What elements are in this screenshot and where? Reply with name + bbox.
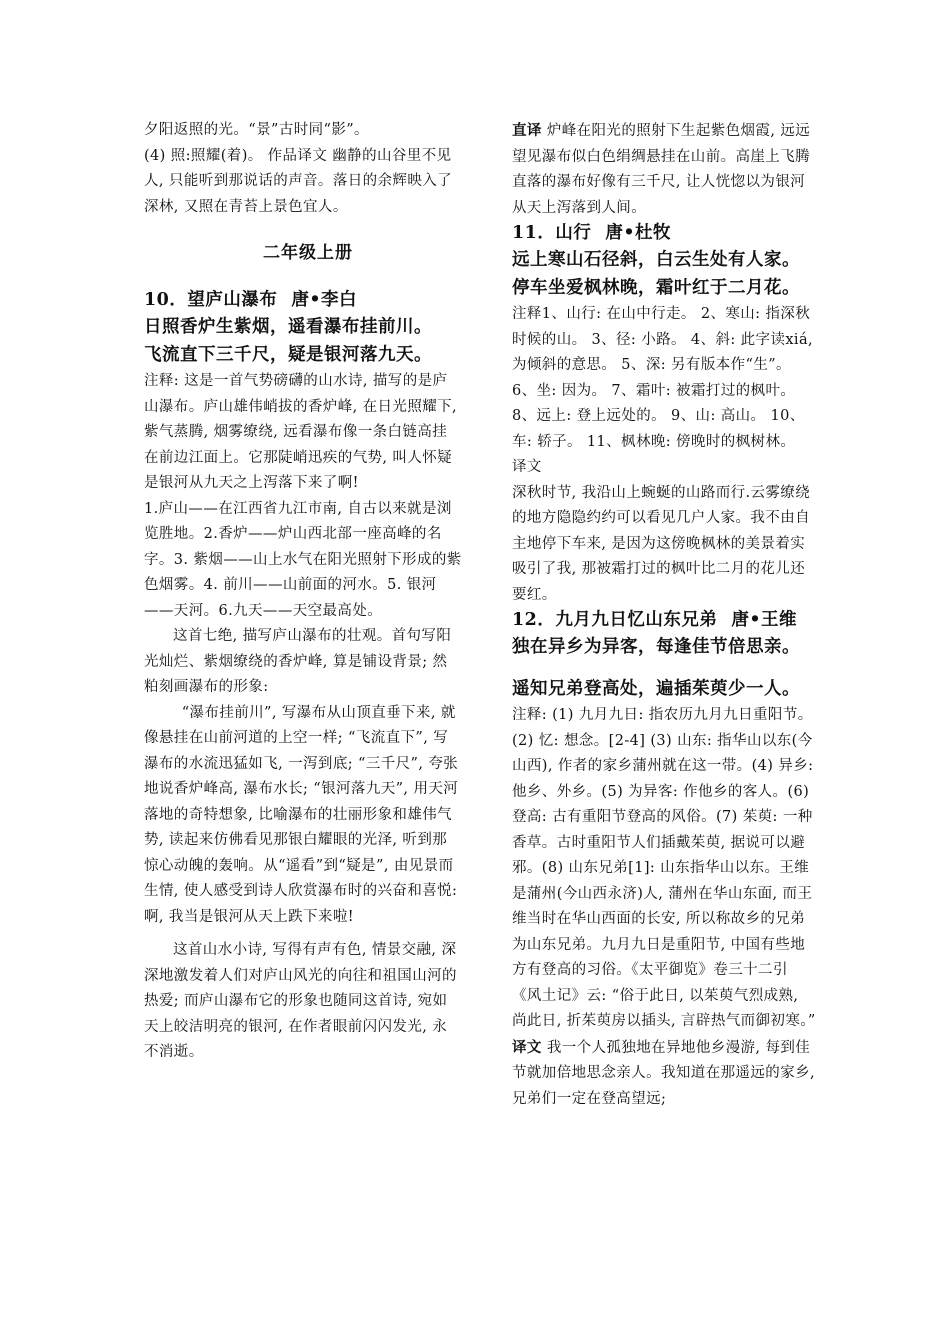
poem-10-title: [144, 288, 462, 313]
poem-12-translation: [512, 1035, 817, 1113]
poem-11-author: 唐•杜牧: [605, 223, 672, 243]
direct-translation-label: 直译: [512, 122, 542, 139]
poem-12-translation-text: 我一个人孤独地在异地他乡漫游, 每到佳节就加倍地思念亲人。我知道在那遥远的家乡, 兄弟们一定在登高望远;: [512, 1039, 816, 1107]
poem-10-line-2: 飞流直下三千尺，疑是银河落九天。: [144, 345, 432, 365]
poem-11-translation: 深秋时节, 我沿山上蜿蜒的山路而行.云雾缭绕的地方隐隐约约可以看见几户人家。我不由自主地停下车来, 是因为这傍晚枫林的美景着实吸引了我, 那被霜打过的枫叶比二月的花儿还要红。: [512, 484, 811, 603]
poem-11-note: 注释1、山行: 在山中行走。 2、寒山: 指深秋时候的山。 3、径: 小路。 4、斜: 此字读xiá, 为倾斜的意思。 5、深: 另有版本作“生”。 6、坐: 因为。 7、霜叶: 被霜打过的枫叶。 8、远上: 登上远处的。 9、山: 高山。 10、车: 轿子。 11、枫林晚: 傍晚时的枫树林。: [512, 306, 814, 450]
poem-10-line-1: 日照香炉生紫烟，遥看瀑布挂前川。: [144, 317, 432, 337]
poem-10-analysis-1: 这首七绝, 描写庐山瀑布的壮观。首句写阳光灿烂、紫烟缭绕的香炉峰, 算是铺设背景; 然粕刻画瀑布的形象:: [144, 628, 452, 695]
poem-11-line-2: 停车坐爱枫林晚，霜叶红于二月花。: [512, 278, 800, 298]
poem-10-note: 注释: 这是一首气势磅礴的山水诗, 描写的是庐山瀑布。庐山雄伟峭拔的香炉峰, 在日光照耀下, 紫气蒸腾, 烟雾缭绕, 远看瀑布像一条白链高挂在前边江面上。它那陡峭迅疾的气势, 叫人怀疑是银河从九天之上泻落下来了啊!: [144, 373, 458, 491]
poem-11-translation-label: 译文: [512, 459, 542, 475]
left-column: [144, 118, 462, 1066]
right-column: [512, 118, 817, 1112]
poem-11-title: [512, 221, 817, 246]
poem-10-glossary: 1.庐山——在江西省九江市南, 自古以来就是浏览胜地。2.香炉——炉山西北部一座高峰的名字。3. 紫烟——山上水气在阳光照射下形成的紫色烟雾。4. 前川——山前面的河水。5. 银河——天河。6.九天——天空最高处。: [144, 500, 462, 619]
poem-12-author: 唐•王维: [731, 610, 798, 630]
poem-11-number-title: 11．山行: [512, 223, 592, 243]
poem-12-note: 注释: (1) 九月九日: 指农历九月九日重阳节。(2) 忆: 想念。[2-4] (3) 山东: 指华山以东(今山西), 作者的家乡蒲州就在这一带。(4) 异乡: 他乡、外乡。(5) 为异客: 作他乡的客人。(6) 登高: 古有重阳节登高的风俗。(7) 茱萸: 一种香草。古时重阳节人们插戴茱萸, 据说可以避邪。(8) 山东兄弟[1]: 山东指华山以东。王维是蒲州(今山西永济)人, 蒲州在华山东面, 而王维当时在华山西面的长安, 所以称故乡的兄弟为山东兄弟。九月九日是重阳节, 中国有些地方有登高的习俗。《太平御览》卷三十二引《风土记》云: “俗于此日, 以茱萸气烈成熟, 尚此日, 折茱萸房以插头, 言辟热气而御初寒。”: [512, 707, 816, 1029]
poem-12-line-1: 独在异乡为异客，每逢佳节倍思亲。: [512, 637, 800, 657]
intro-line-2: (4) 照:照耀(着)。 作品译文 幽静的山谷里不见人, 只能听到那说话的声音。落日的余辉映入了深林, 又照在青苔上景色宜人。: [144, 147, 453, 215]
poem-10-analysis-3: 这首山水小诗, 写得有声有色, 情景交融, 深深地激发着人们对庐山风光的向往和祖国山河的热爱; 而庐山瀑布它的形象也随同这首诗, 宛如天上皎洁明亮的银河, 在作者眼前闪闪发光, 永不消逝。: [144, 942, 457, 1060]
section-heading: 二年级上册: [263, 243, 353, 263]
intro-line-1: 夕阳返照的光。“景”古时同“影”。: [144, 122, 369, 138]
poem-10-number-title: 10．望庐山瀑布: [144, 290, 278, 310]
poem-10-author: 唐•李白: [291, 290, 358, 310]
poem-12-number-title: 12．九月九日忆山东兄弟: [512, 610, 718, 630]
poem-12-translation-label: 译文: [512, 1038, 542, 1056]
poem-12-title: [512, 608, 817, 633]
poem-11-line-1: 远上寒山石径斜，白云生处有人家。: [512, 250, 800, 270]
direct-translation-text: 炉峰在阳光的照射下生起紫色烟霞, 远远望见瀑布似白色绢绸悬挂在山前。高崖上飞腾直落的瀑布好像有三千尺, 让人恍惚以为银河从天上泻落到人间。: [512, 123, 811, 216]
poem-10-analysis-2: “瀑布挂前川”, 写瀑布从山顶直垂下来, 就像悬挂在山前河道的上空一样; “飞流直下”, 写瀑布的水流迅猛如飞, 一泻到底; “三千尺”, 夸张地说香炉峰高, 瀑布水长; “银河落九天”, 用天河落地的奇特想象, 比喻瀑布的壮丽形象和雄伟气势, 读起来仿佛看见那银白耀眼的光泽, 听到那惊心动魄的轰响。从“遥看”到“疑是”, 由见景而生情, 使人感受到诗人欣赏瀑布时的兴奋和喜悦: 啊, 我当是银河从天上跌下来啦!: [144, 704, 459, 925]
direct-translation: [512, 118, 817, 221]
poem-12-line-2: 遥知兄弟登高处，遍插茱萸少一人。: [512, 679, 800, 699]
